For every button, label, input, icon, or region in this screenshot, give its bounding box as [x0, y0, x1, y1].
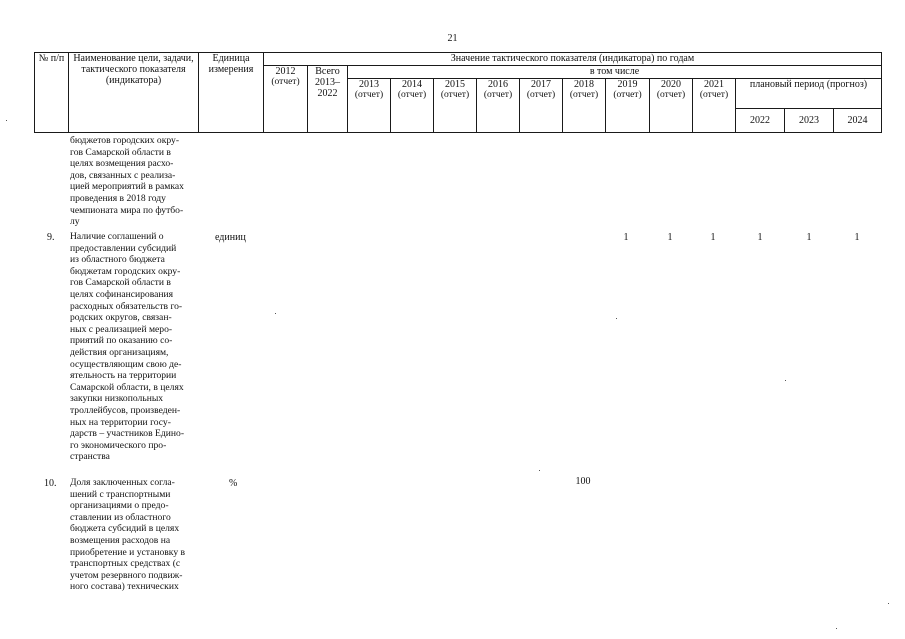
- header-2012-cell: [264, 66, 308, 133]
- row-9-number: 9.: [47, 232, 55, 243]
- header-year: 2014: [402, 79, 422, 90]
- header-year: 2020: [661, 79, 681, 90]
- header-year-cell: [693, 79, 736, 133]
- row-9-value-2023: 1: [806, 232, 812, 243]
- row-continuation-name: бюджетов городских окру- гов Самарской области в целях возмещения расхо- дов, связанных с реализа- цией мероприятий в рамках проведения в 2018 году чемпионата мира по футбо- лу: [70, 135, 184, 228]
- header-year-cell: [520, 79, 563, 133]
- header-2012-year: 2012: [275, 66, 296, 77]
- header-values-cell: Значение тактического показателя (индикатора) по годам: [264, 53, 882, 66]
- page-number: 21: [447, 33, 458, 44]
- header-total-cell: Всего 2013–2022: [308, 66, 348, 133]
- header-year-note: (отчет): [569, 90, 599, 100]
- header-plan-year-cell: 2022: [736, 109, 785, 133]
- row-10-unit: %: [229, 478, 238, 489]
- header-year-note: (отчет): [656, 90, 686, 100]
- header-year-note: (отчет): [483, 90, 513, 100]
- scan-speck: [6, 120, 7, 121]
- scan-speck: [785, 380, 786, 381]
- header-year-cell: [348, 79, 391, 133]
- scan-speck: [888, 603, 889, 604]
- header-year-cell: [563, 79, 606, 133]
- scan-speck: [539, 470, 540, 471]
- header-number-cell: № п/п: [35, 53, 69, 133]
- header-year-note: (отчет): [526, 90, 556, 100]
- header-year-cell: [650, 79, 693, 133]
- header-year-note: (отчет): [440, 90, 470, 100]
- header-year-note: (отчет): [699, 90, 729, 100]
- row-9-value-2020: 1: [667, 232, 673, 243]
- header-planned-period-cell: плановый период (прогноз): [736, 79, 882, 109]
- header-plan-year-cell: 2023: [785, 109, 834, 133]
- header-year-cell: [391, 79, 434, 133]
- header-year-note: (отчет): [613, 90, 642, 100]
- header-year-cell: [606, 79, 650, 133]
- row-9-name: Наличие соглашений о предоставлении субсидий из областного бюджета бюджетам городских окру- гов Самарской области в целях софинансирования расходных обязательств го- родских округов, связан- ных с реализацией меро- приятий по оказанию со- действия организациям, осуществляющим свою де- ятельность на территории Самарской области, в целях закупки низкопольных троллейбусов, произведен- ных на территории госу- дарств – участников Едино- го экономического про- странства: [70, 231, 185, 463]
- header-unit-cell: Единица измерения: [199, 53, 264, 133]
- header-year-note: (отчет): [397, 90, 427, 100]
- header-year-note: (отчет): [354, 90, 384, 100]
- header-plan-year-cell: 2024: [834, 109, 882, 133]
- header-year: 2013: [359, 79, 379, 90]
- header-year-cell: [434, 79, 477, 133]
- scan-speck: [616, 318, 617, 319]
- header-year: 2016: [488, 79, 508, 90]
- header-year: 2018: [574, 79, 594, 90]
- indicator-table-header: [34, 52, 882, 133]
- header-name-cell: Наименование цели, задачи, тактического показателя (индикатора): [69, 53, 199, 133]
- header-year: 2017: [531, 79, 551, 90]
- row-10-value-2018: 100: [575, 476, 591, 487]
- row-9-value-2019: 1: [623, 232, 629, 243]
- header-year: 2021: [704, 79, 724, 90]
- header-year: 2019: [617, 79, 638, 90]
- row-9-unit: единиц: [215, 232, 246, 243]
- header-2012-note: (отчет): [271, 77, 300, 87]
- header-year-cell: [477, 79, 520, 133]
- row-9-value-2021: 1: [710, 232, 716, 243]
- row-9-value-2024: 1: [854, 232, 860, 243]
- header-including-cell: в том числе: [348, 66, 882, 79]
- row-10-number: 10.: [44, 478, 57, 489]
- scan-speck: [275, 313, 276, 314]
- row-10-name: Доля заключенных согла- шений с транспортными организациями о предо- ставлении из областного бюджета субсидий в целях возмещения расходов на приобретение и установку в транспортных средствах (с учетом резервного подвиж- ного состава) технических: [70, 477, 186, 593]
- scan-speck: [836, 628, 837, 629]
- header-year: 2015: [445, 79, 465, 90]
- row-9-value-2022: 1: [757, 232, 763, 243]
